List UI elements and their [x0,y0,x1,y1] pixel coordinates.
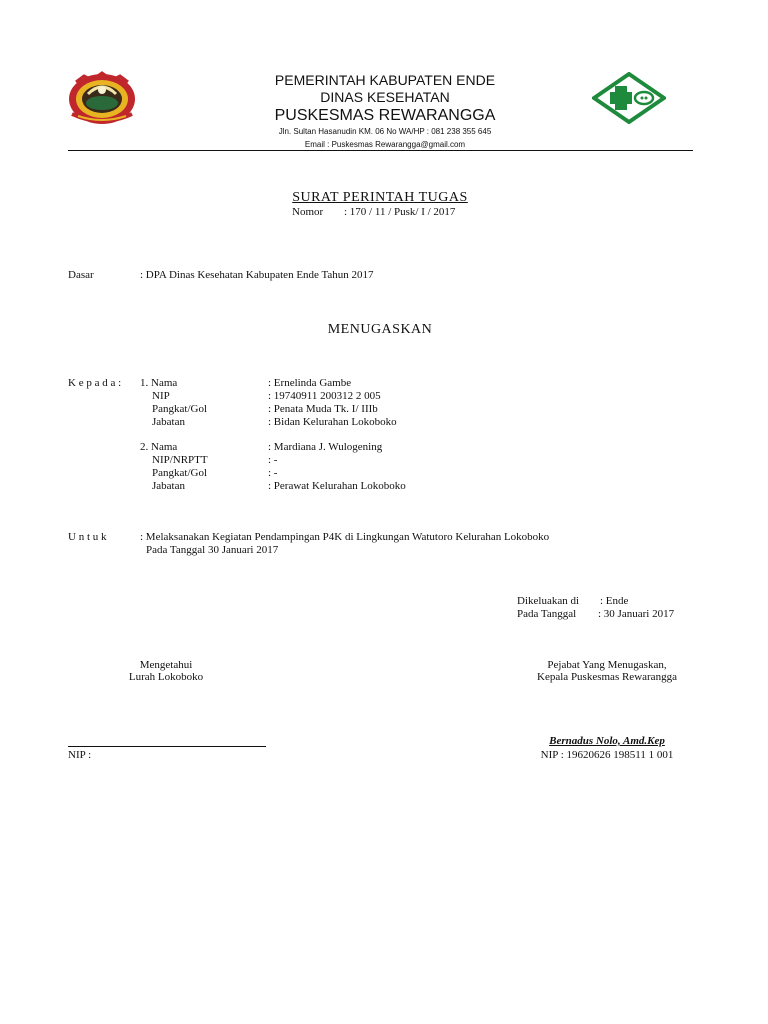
kepada-label: K e p a d a : [68,377,122,389]
person-2-nip-label: NIP/NRPTT [152,454,208,466]
person-2-nip-value: : - [268,454,278,466]
issued-place-label: Dikeluakan di [517,595,580,607]
header-divider [68,150,693,151]
person-2-name-value: : Mardiana J. Wulogening [268,441,383,453]
dasar-label: Dasar [68,269,94,281]
header-line-1: PEMERINTAH KABUPATEN ENDE [274,72,496,88]
issued-date-label: Pada Tanggal [517,608,577,620]
nomor-label: Nomor [292,206,324,218]
untuk-line-2: Pada Tanggal 30 Januari 2017 [146,544,279,556]
person-1-pangkat-label: Pangkat/Gol [152,403,207,415]
header-email: Email : Puskesmas Rewarangga@gmail.com [304,140,466,149]
issued-date-value: : 30 Januari 2017 [598,608,675,620]
right-sign-line-2: Kepala Puskesmas Rewarangga [537,671,677,683]
person-1-jabatan-value: : Bidan Kelurahan Lokoboko [268,416,397,428]
person-1-jabatan-label: Jabatan [152,416,185,428]
person-1-pangkat-value: : Penata Muda Tk. I/ IIIb [268,403,378,415]
person-2-pangkat-value: : - [268,467,278,479]
nomor-value: : 170 / 11 / Pusk/ I / 2017 [344,206,456,218]
right-sign-name: Bernadus Nolo, Amd.Kep [549,735,665,747]
kabupaten-ende-logo [66,70,138,126]
puskesmas-logo [592,72,666,124]
left-sign-line-1: Mengetahui [139,659,193,671]
header-line-3: PUSKESMAS REWARANGGA [274,107,496,124]
dasar-value: : DPA Dinas Kesehatan Kabupaten Ende Tahun 2017 [140,269,374,281]
header-line-2: DINAS KESEHATAN [320,89,450,105]
person-1-nip-value: : 19740911 200312 2 005 [268,390,381,402]
person-2-name-label: 2. Nama [140,441,178,453]
header-address: Jln. Sultan Hasanudin KM. 06 No WA/HP : 081 238 355 645 [278,127,492,136]
right-sign-nip: NIP : 19620626 198511 1 001 [540,749,674,761]
left-sign-nip: NIP : [68,749,92,761]
letter-title: SURAT PERINTAH TUGAS [292,190,468,205]
left-sign-line-2: Lurah Lokoboko [128,671,204,683]
issued-place-value: : Ende [600,595,629,607]
left-signature-line [68,746,266,747]
menugaskan-heading: MENUGASKAN [327,322,433,337]
person-2-pangkat-label: Pangkat/Gol [152,467,207,479]
untuk-label: U n t u k [68,531,107,543]
untuk-line-1: : Melaksanakan Kegiatan Pendampingan P4K di Lingkungan Watutoro Kelurahan Lokoboko [140,531,550,543]
right-sign-line-1: Pejabat Yang Menugaskan, [547,659,667,671]
person-1-name-label: 1. Nama [140,377,178,389]
person-1-nip-label: NIP [152,390,170,402]
person-2-jabatan-label: Jabatan [152,480,185,492]
person-2-jabatan-value: : Perawat Kelurahan Lokoboko [268,480,406,492]
person-1-name-value: : Ernelinda Gambe [268,377,352,389]
